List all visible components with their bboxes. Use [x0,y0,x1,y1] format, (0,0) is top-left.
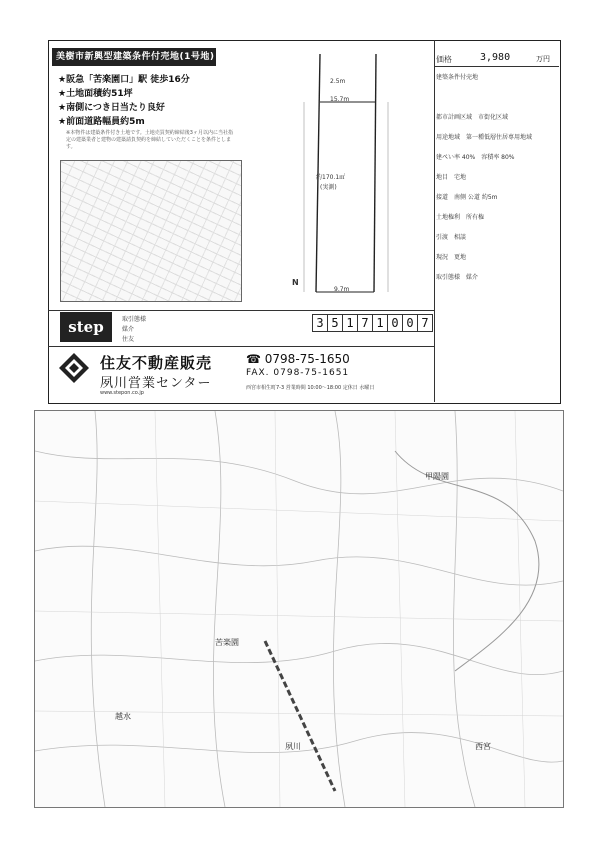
fax-number: FAX. 0798-75-1651 [246,368,350,378]
stamp-row-2: 住友 [122,336,135,343]
code-digit-5: 0 [387,314,403,332]
plot-frontage: 15.7m [330,96,350,103]
stamp-row-0: 取引態様 [122,316,147,323]
price-unit: 万円 [536,55,550,63]
panel-divider [434,40,435,402]
stamp-divider [48,310,434,311]
section-label: 建築条件付売地 [436,74,479,81]
phone-icon: ☎ [246,352,261,366]
map-label-1: 夙川 [285,742,301,751]
price-divider [434,66,559,67]
code-digit-7: 7 [417,314,433,332]
code-digit-3: 7 [357,314,373,332]
price-label: 価格 [436,55,452,64]
code-digit-0: 3 [312,314,328,332]
detail-row-2: 建ぺい率 40% 容積率 80% [436,154,515,161]
detail-row-5: 土地権利 所有権 [436,214,485,221]
plot-width-bottom: 9.7m [334,286,350,293]
location-map [60,160,242,302]
plot-width-top: 2.5m [330,78,346,85]
detail-row-4: 接道 南側 公道 約5m [436,194,498,201]
company-url: www.stepon.co.jp [100,390,144,396]
code-digit-1: 5 [327,314,343,332]
map-label-2: 甲陽園 [425,472,449,481]
plot-area-sub: (実測) [320,184,337,191]
area-map [34,410,564,808]
step-logo: step [60,312,112,342]
stamp-row-1: 媒介 [122,326,135,333]
flyer-title: 美樹市新興型建築条件付売地(1号地) [52,48,216,66]
branch-name: 夙川営業センター [100,376,212,391]
map-label-4: 西宮 [475,742,491,751]
detail-row-7: 現況 更地 [436,254,467,261]
code-digit-4: 1 [372,314,388,332]
detail-row-0: 都市計画区域 市街化区域 [436,114,509,121]
detail-row-3: 地目 宅地 [436,174,467,181]
tel-value: 0798-75-1650 [264,352,350,366]
detail-row-8: 取引態様 媒介 [436,274,479,281]
company-address: 西宮市相生町7-3 営業時間 10:00〜18:00 定休日 水曜日 [246,385,375,391]
feature-sunlight: ★南側につき日当たり良好 [58,103,165,113]
condition-note: ※本物件は建築条件付き土地です。土地売買契約締結後3ヶ月以内に当社指定の建築業者と建物の建築請負契約を締結していただくことを条件とします。 [66,130,233,150]
tel-number [246,352,350,366]
company-divider [48,346,434,347]
code-digit-2: 1 [342,314,358,332]
feature-station: ★阪急「苦楽園口」駅 徒歩16分 [58,75,190,85]
map-label-0: 苦楽園 [215,638,239,647]
feature-road: ★前面道路幅員約5m [58,117,145,127]
company-logo-icon [58,352,90,384]
map-label-3: 越水 [115,712,131,721]
detail-row-1: 用途地域 第一種低層住居専用地域 [436,134,533,141]
code-digit-6: 0 [402,314,418,332]
north-arrow-icon: N [292,278,299,287]
plot-area: 約170.1㎡ [316,174,346,181]
feature-area: ★土地面積約51坪 [58,89,133,99]
company-name: 住友不動産販売 [100,354,213,372]
plot-diagram [280,50,430,300]
price-value: 3,980 [480,52,511,63]
detail-row-6: 引渡 相談 [436,234,467,241]
